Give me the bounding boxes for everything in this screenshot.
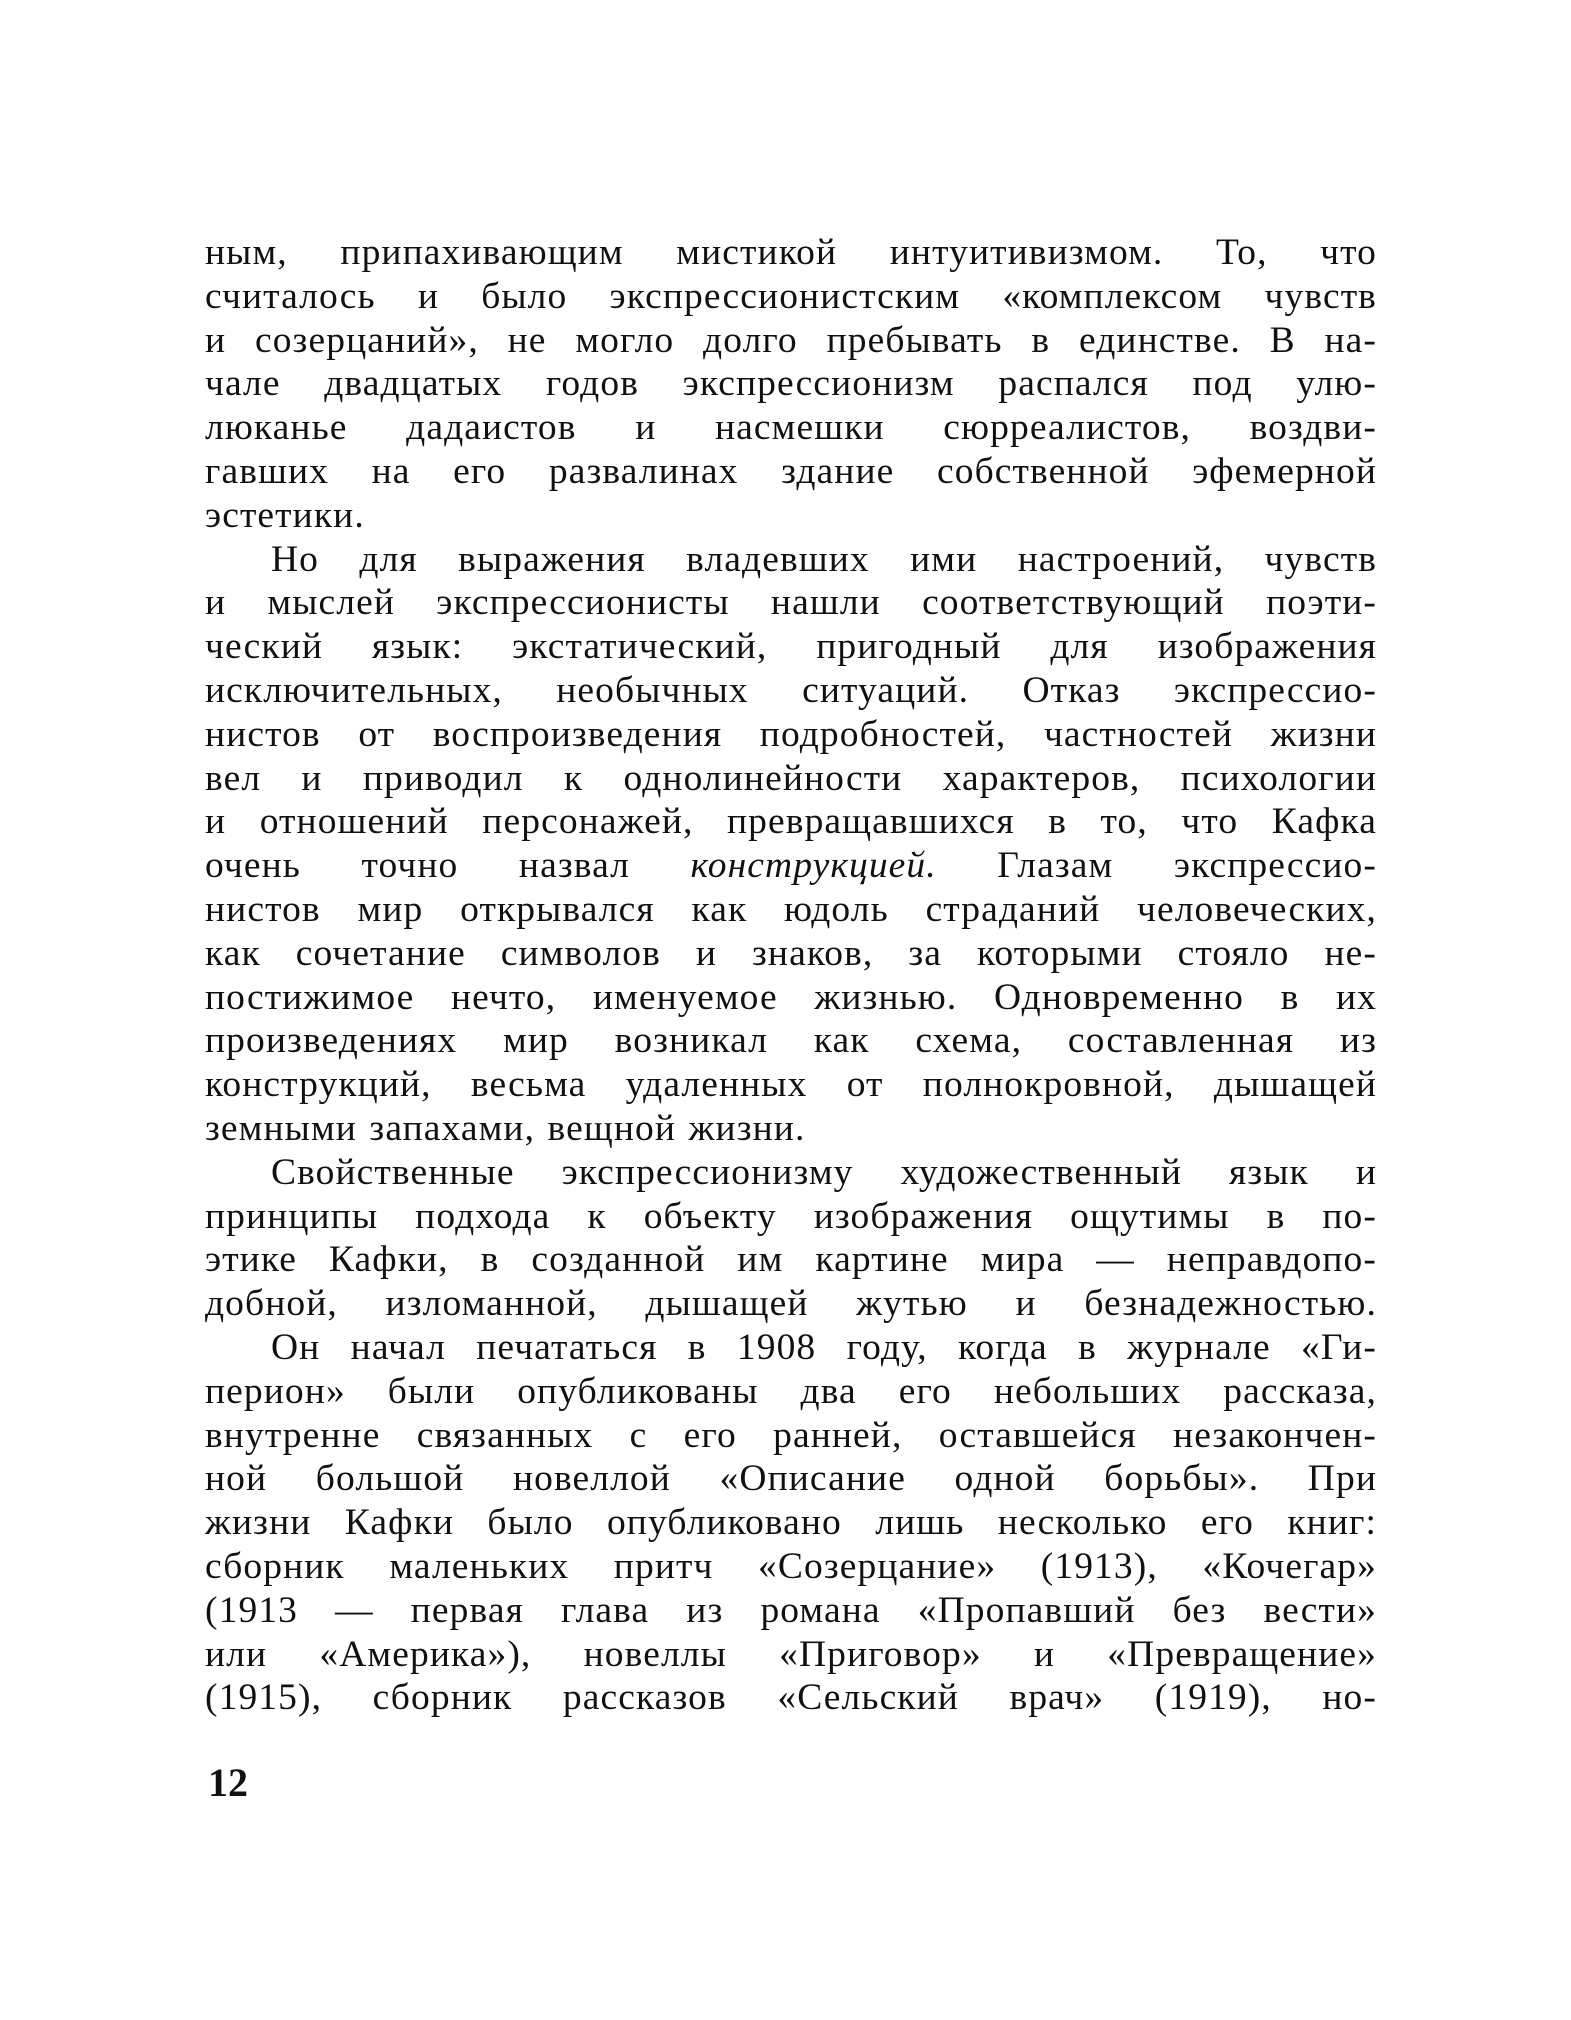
body-text	[205, 231, 1377, 1720]
text-line-with-italic	[205, 844, 1377, 888]
text-line: (1915), сборник рассказов «Сельский врач» (1919), но-	[205, 1677, 1377, 1719]
text-line: принципы подхода к объекту изображения ощутимы в по-	[205, 1195, 1377, 1237]
text-line: вел и приводил к однолинейности характеров, психологии	[205, 757, 1377, 799]
text-line: произведениях мир возникал как схема, составленная из	[205, 1020, 1377, 1062]
text-line: внутренне связанных с его ранней, оставшейся незакончен-	[205, 1414, 1377, 1456]
text-segment: очень точно назвал	[205, 845, 691, 887]
text-line: постижимое нечто, именуемое жизнью. Одновременно в их	[205, 976, 1377, 1018]
text-line: чале двадцатых годов экспрессионизм распался под улю-	[205, 363, 1377, 405]
text-line: земными запахами, вещной жизни.	[205, 1107, 806, 1149]
text-line: и отношений персонажей, превращавшихся в то, что Кафка	[205, 801, 1377, 843]
italic-term: конструкцией.	[690, 845, 937, 887]
text-line: сборник маленьких притч «Созерцание» (1913), «Кочегар»	[205, 1545, 1377, 1587]
text-line: и созерцаний», не могло долго пребывать в единстве. В на-	[205, 319, 1377, 361]
text-line: нистов мир открывался как юдоль страданий человеческих,	[205, 888, 1377, 930]
text-line: ной большой новеллой «Описание одной борьбы». При	[205, 1458, 1377, 1500]
text-line: конструкций, весьма удаленных от полнокровной, дышащей	[205, 1064, 1377, 1106]
text-line: ческий язык: экстатический, пригодный для изображения	[205, 626, 1377, 668]
text-line: добной, изломанной, дышащей жутью и безнадежностью.	[205, 1283, 1377, 1325]
paragraph-first-line: Свойственные экспрессионизму художественный язык и	[271, 1151, 1377, 1193]
paragraph-first-line: Он начал печататься в 1908 году, когда в журнале «Ги-	[271, 1326, 1377, 1368]
text-line: эстетики.	[205, 494, 365, 536]
text-line: как сочетание символов и знаков, за которыми стояло не-	[205, 932, 1377, 974]
text-line: гавших на его развалинах здание собственной эфемерной	[205, 450, 1377, 492]
text-line: ным, припахивающим мистикой интуитивизмом. То, что	[205, 232, 1377, 273]
text-line: жизни Кафки было опубликовано лишь несколько его книг:	[205, 1502, 1377, 1544]
text-line: считалось и было экспрессионистским «комплексом чувств	[205, 275, 1377, 317]
text-line: и мыслей экспрессионисты нашли соответствующий поэти-	[205, 582, 1377, 624]
text-line: этике Кафки, в созданной им картине мира — неправдопо-	[205, 1239, 1377, 1281]
text-line: или «Америка»), новеллы «Приговор» и «Превращение»	[205, 1633, 1377, 1675]
text-line: (1913 — первая глава из романа «Пропавший без вести»	[205, 1589, 1377, 1631]
text-line: люканье дадаистов и насмешки сюрреалистов, воздви-	[205, 407, 1377, 449]
text-line: исключительных, необычных ситуаций. Отказ экспрессио-	[205, 669, 1377, 711]
text-segment: Глазам экспрессио-	[936, 845, 1377, 887]
paragraph-first-line: Но для выражения владевших ими настроений, чувств	[271, 538, 1377, 580]
page-number: 12	[208, 1760, 248, 1805]
text-line: перион» были опубликованы два его небольших рассказа,	[205, 1370, 1377, 1412]
text-line: нистов от воспроизведения подробностей, частностей жизни	[205, 713, 1377, 755]
